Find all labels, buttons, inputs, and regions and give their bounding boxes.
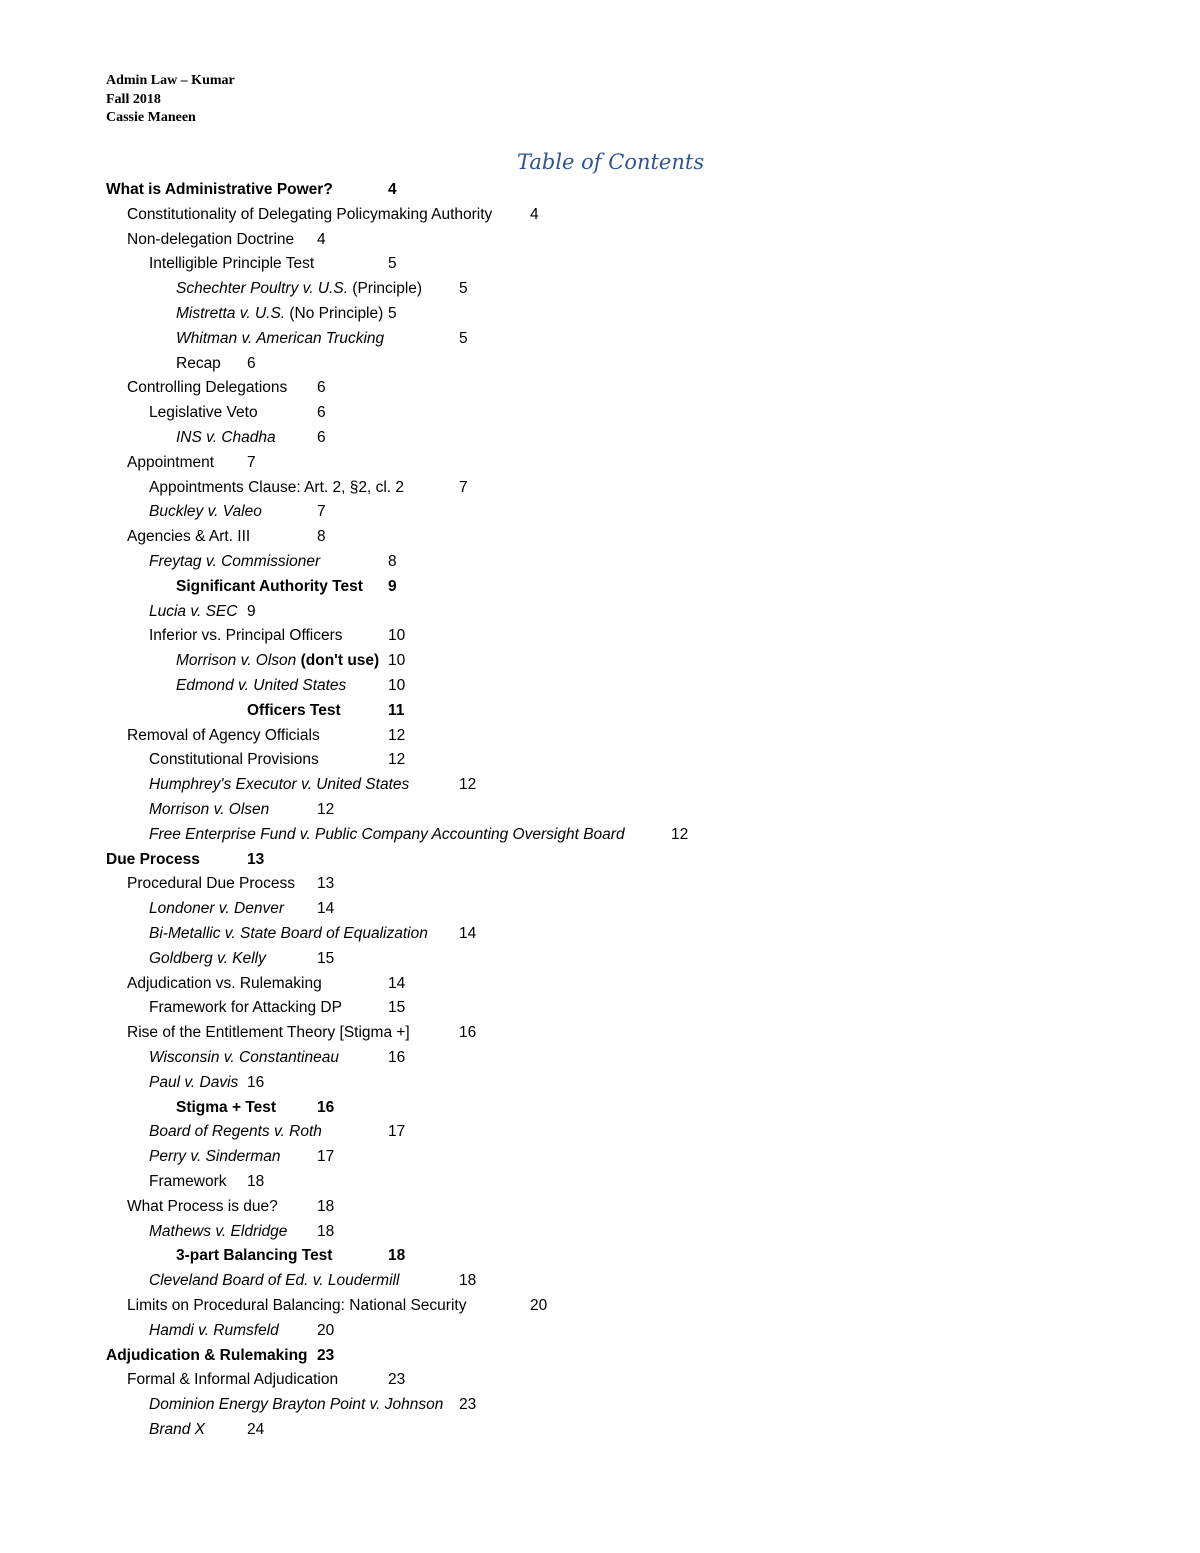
toc-page-number: 11 — [388, 701, 405, 719]
toc-entry-label: Formal & Informal Adjudication — [127, 1371, 339, 1389]
toc-entry[interactable] — [176, 649, 1200, 674]
toc-entry[interactable] — [127, 451, 1200, 476]
toc-entry-label: Recap — [176, 354, 221, 372]
toc-page-number: 15 — [388, 999, 406, 1017]
toc-page-number: 18 — [388, 1247, 406, 1265]
toc-entry-note: (No Principle) — [285, 305, 384, 322]
toc-page-number: 7 — [317, 503, 326, 521]
toc-entry-title — [149, 1046, 339, 1071]
toc-page-number: 14 — [388, 974, 406, 992]
toc-entry[interactable] — [149, 947, 1200, 972]
toc-entry-label: Non-delegation Doctrine — [127, 230, 295, 248]
toc-entry-title — [149, 252, 314, 277]
toc-entry-title — [149, 1071, 238, 1096]
toc-entry-label: 3-part Balancing Test — [176, 1247, 333, 1265]
toc-entry-label: Londoner v. Denver — [149, 900, 284, 918]
toc-entry-title — [149, 1393, 443, 1418]
toc-page-number: 5 — [388, 255, 397, 273]
toc-entry[interactable] — [149, 1071, 1200, 1096]
toc-entry[interactable] — [176, 277, 1200, 302]
toc-entry[interactable] — [149, 1319, 1200, 1344]
toc-page-number: 20 — [317, 1321, 335, 1339]
toc-entry-label: Inferior vs. Principal Officers — [149, 627, 343, 645]
toc-entry-title — [176, 352, 221, 377]
toc-entry-label: Intelligible Principle Test — [149, 255, 315, 273]
toc-page-number: 10 — [388, 652, 406, 670]
toc-page-number: 8 — [317, 528, 326, 546]
toc-entry-title — [127, 376, 287, 401]
toc-entry[interactable] — [149, 252, 1200, 277]
toc-entry[interactable] — [247, 699, 1200, 724]
toc-page-number: 4 — [388, 181, 397, 198]
toc-entry[interactable] — [149, 773, 1200, 798]
toc-entry-title — [149, 922, 428, 947]
toc-entry-label: Removal of Agency Officials — [127, 726, 320, 744]
toc-entry-title — [176, 327, 384, 352]
toc-entry-label: Mistretta v. U.S. — [176, 305, 286, 322]
toc-entry-label: Limits on Procedural Balancing: National Security — [127, 1297, 467, 1314]
toc-entry[interactable] — [149, 798, 1200, 823]
toc-entry-label: Due Process — [106, 850, 200, 868]
toc-page-number: 12 — [459, 776, 477, 794]
toc-entry-label: Adjudication & Rulemaking — [106, 1346, 308, 1364]
toc-entry[interactable] — [149, 996, 1200, 1021]
toc-entry-label: Stigma + Test — [176, 1098, 277, 1116]
toc-entry[interactable] — [106, 1344, 1200, 1369]
toc-entry-title — [176, 674, 346, 699]
toc-entry-title — [149, 823, 625, 848]
toc-entry[interactable] — [176, 1096, 1200, 1121]
toc-entry[interactable] — [127, 1368, 1200, 1393]
header-course: Admin Law – Kumar — [106, 73, 235, 88]
header-term: Fall 2018 — [106, 91, 161, 107]
toc-entry-title — [176, 1096, 276, 1121]
toc-entry[interactable] — [127, 525, 1200, 550]
toc-page-number: 5 — [388, 305, 397, 322]
toc-entry-title — [176, 277, 422, 302]
toc-entry-note: (don't use) — [296, 652, 380, 670]
toc-page-number: 16 — [388, 1049, 406, 1066]
toc-entry-label: Perry v. Sinderman — [149, 1148, 281, 1166]
toc-entry-title — [176, 426, 276, 451]
toc-entry-title — [149, 1319, 279, 1344]
toc-entry[interactable] — [149, 1170, 1200, 1195]
toc-entry-label: INS v. Chadha — [176, 429, 276, 446]
toc-page-number: 23 — [459, 1396, 477, 1414]
toc-entry[interactable] — [106, 178, 1200, 203]
toc-entry-title — [127, 724, 320, 749]
toc-entry-note: (Principle) — [348, 280, 423, 298]
toc-entry[interactable] — [176, 352, 1200, 377]
toc-page-number: 18 — [317, 1222, 335, 1240]
toc-page-number: 18 — [317, 1197, 335, 1215]
toc-page-number: 6 — [247, 354, 256, 372]
toc-page-number: 5 — [459, 329, 468, 347]
toc-entry-label: Schechter Poultry v. U.S. — [176, 280, 348, 298]
toc-entry[interactable] — [127, 376, 1200, 401]
toc-entry-title — [149, 798, 269, 823]
toc-entry-title — [149, 897, 284, 922]
toc-entry-label: Hamdi v. Rumsfeld — [149, 1321, 279, 1339]
toc-entry-title — [149, 1220, 287, 1245]
toc-entry[interactable] — [149, 500, 1200, 525]
toc-page-number: 12 — [388, 726, 406, 744]
toc-entry-title — [149, 476, 404, 501]
toc-entry-title — [149, 996, 342, 1021]
toc-entry-label: Appointments Clause: Art. 2, §2, cl. 2 — [149, 478, 405, 496]
toc-entry[interactable] — [127, 972, 1200, 997]
toc-entry-title — [127, 872, 295, 897]
toc-entry[interactable] — [149, 897, 1200, 922]
toc-entry-title — [176, 302, 383, 327]
toc-entry-label: Bi-Metallic v. State Board of Equalization — [149, 925, 428, 942]
toc-page-number: 4 — [317, 230, 326, 248]
toc-entry[interactable] — [149, 922, 1200, 947]
toc-entry[interactable] — [176, 426, 1200, 451]
toc-entry-label: Freytag v. Commissioner — [149, 553, 321, 570]
toc-entry-title — [149, 401, 258, 426]
toc-entry[interactable] — [127, 203, 1200, 228]
toc-page-number: 5 — [459, 280, 468, 298]
toc-entry-title — [176, 1244, 332, 1269]
toc-entry-title — [149, 1145, 281, 1170]
toc-page-number: 16 — [459, 1024, 477, 1042]
toc-page-number: 24 — [247, 1421, 265, 1438]
toc-entry[interactable] — [127, 724, 1200, 749]
toc-entry-title — [149, 748, 319, 773]
toc-entry-label: Board of Regents v. Roth — [149, 1123, 322, 1141]
toc-page-number: 18 — [247, 1173, 265, 1190]
toc-page-number: 4 — [530, 205, 539, 223]
toc-entry[interactable] — [149, 1220, 1200, 1245]
toc-entry[interactable] — [149, 1393, 1200, 1418]
toc-entry-label: Constitutional Provisions — [149, 751, 319, 769]
toc-entry-label: Officers Test — [247, 701, 341, 719]
toc-entry-label: Goldberg v. Kelly — [149, 949, 266, 967]
toc-page-number: 9 — [388, 577, 397, 595]
toc-entry[interactable] — [176, 575, 1200, 600]
toc-page-number: 13 — [247, 850, 265, 868]
toc-entry-label: Brand X — [149, 1421, 206, 1438]
toc-page-number: 9 — [247, 602, 256, 620]
toc-page-number: 12 — [388, 751, 406, 769]
toc-entry-label: Controlling Delegations — [127, 379, 288, 397]
toc-page-number: 16 — [247, 1073, 265, 1091]
toc-entry-title — [247, 699, 341, 724]
toc-entry-label: Significant Authority Test — [176, 577, 363, 595]
toc-page-number: 12 — [671, 825, 689, 843]
toc-entry-label: What Process is due? — [127, 1197, 278, 1215]
toc-entry-title — [176, 649, 379, 674]
toc-entry[interactable] — [149, 624, 1200, 649]
toc-entry-label: Morrison v. Olsen — [149, 801, 270, 818]
toc-entry[interactable] — [127, 228, 1200, 253]
toc-entry[interactable] — [149, 550, 1200, 575]
toc-entry[interactable] — [176, 1244, 1200, 1269]
toc-entry-title — [149, 624, 343, 649]
toc-page-number: 10 — [388, 627, 406, 645]
toc-entry[interactable] — [127, 1021, 1200, 1046]
toc-entry-label: Free Enterprise Fund v. Public Company Accounting Oversight Board — [149, 825, 625, 843]
toc-entry[interactable] — [176, 327, 1200, 352]
toc-entry[interactable] — [149, 1269, 1200, 1294]
toc-entry-title — [127, 451, 214, 476]
toc-entry-title — [127, 1294, 466, 1319]
toc-entry[interactable] — [149, 748, 1200, 773]
toc-page-number: 13 — [317, 875, 335, 893]
toc-entry-title — [127, 203, 492, 228]
toc-entry[interactable] — [149, 1120, 1200, 1145]
toc-page-number: 6 — [317, 429, 326, 446]
toc-entry-title — [127, 972, 322, 997]
toc-entry[interactable] — [149, 600, 1200, 625]
toc-entry[interactable] — [149, 476, 1200, 501]
toc-entry-label: Lucia v. SEC — [149, 602, 238, 620]
toc-entry-label: Constitutionality of Delegating Policymaking Authority — [127, 205, 493, 223]
toc-entry[interactable] — [149, 1145, 1200, 1170]
toc-entry-title — [127, 525, 250, 550]
toc-page-number: 10 — [388, 677, 406, 694]
toc-page-number: 23 — [388, 1371, 406, 1389]
toc-entry[interactable] — [149, 1046, 1200, 1071]
toc-entry-title — [127, 1368, 338, 1393]
toc-entry-title — [149, 500, 262, 525]
toc-entry-label: Rise of the Entitlement Theory [Stigma +] — [127, 1024, 410, 1042]
toc-entry-label: Cleveland Board of Ed. v. Loudermill — [149, 1272, 400, 1290]
toc-page-number: 23 — [317, 1346, 335, 1364]
toc-page-number: 6 — [317, 379, 326, 397]
toc-page-number: 20 — [530, 1297, 548, 1314]
toc-entry[interactable] — [106, 848, 1200, 873]
toc-entry-label: Procedural Due Process — [127, 875, 295, 893]
toc-entry-title — [106, 848, 200, 873]
toc-entry[interactable] — [127, 872, 1200, 897]
header-author: Cassie Maneen — [106, 110, 196, 125]
toc-entry-title — [149, 1269, 399, 1294]
toc-entry-label: Adjudication vs. Rulemaking — [127, 974, 322, 992]
toc-entry-label: Whitman v. American Trucking — [176, 329, 385, 347]
toc-entry-title — [149, 600, 237, 625]
toc-page-number: 17 — [388, 1123, 406, 1141]
document-header — [106, 72, 235, 128]
toc-page-number: 8 — [388, 553, 397, 570]
toc-entry-label: Wisconsin v. Constantineau — [149, 1049, 339, 1066]
toc-page-number: 6 — [317, 404, 326, 422]
toc-entry[interactable] — [149, 823, 1200, 848]
toc-entry-title — [127, 228, 294, 253]
toc-page-number: 7 — [459, 478, 468, 496]
toc-entry-title — [149, 1418, 205, 1443]
toc-entry-label: Dominion Energy Brayton Point v. Johnson — [149, 1396, 444, 1414]
toc-entry-label: What is Administrative Power? — [106, 181, 333, 198]
toc-entry-label: Edmond v. United States — [176, 677, 347, 694]
toc-entry-label: Humphrey's Executor v. United States — [149, 776, 410, 794]
toc-entry-title — [149, 773, 409, 798]
toc-entry-title — [149, 1170, 227, 1195]
toc-entry-label: Mathews v. Eldridge — [149, 1222, 288, 1240]
toc-entry-title — [176, 575, 363, 600]
toc-entry-label: Buckley v. Valeo — [149, 503, 262, 521]
toc-page-number: 18 — [459, 1272, 477, 1290]
toc-entry-label: Framework for Attacking DP — [149, 999, 342, 1017]
toc-entry[interactable] — [176, 302, 1200, 327]
toc-entry[interactable] — [176, 674, 1200, 699]
toc-entry-title — [127, 1195, 278, 1220]
toc-page-number: 17 — [317, 1148, 335, 1166]
toc-entry-label: Framework — [149, 1173, 227, 1190]
toc-entry-label: Paul v. Davis — [149, 1073, 239, 1091]
toc-entry[interactable] — [149, 401, 1200, 426]
toc-entry-label: Legislative Veto — [149, 404, 258, 422]
toc-entry[interactable] — [127, 1294, 1200, 1319]
toc-page-number: 7 — [247, 453, 256, 471]
toc-title: Table of Contents — [517, 150, 705, 174]
toc-entry-title — [127, 1021, 410, 1046]
toc-entry-title — [149, 947, 266, 972]
toc-entry[interactable] — [127, 1195, 1200, 1220]
toc-page-number: 14 — [317, 900, 335, 918]
toc-entry-label: Morrison v. Olson — [176, 652, 297, 670]
toc-entry-label: Appointment — [127, 453, 215, 471]
toc-page-number: 15 — [317, 949, 335, 967]
toc-entry-label: Agencies & Art. III — [127, 528, 251, 546]
toc-entry[interactable] — [149, 1418, 1200, 1443]
toc-entry-title — [149, 1120, 322, 1145]
toc-page-number: 12 — [317, 801, 335, 818]
toc-page-number: 16 — [317, 1098, 335, 1116]
toc-entry-title — [106, 1344, 308, 1369]
toc-entry-title — [149, 550, 320, 575]
toc-page-number: 14 — [459, 925, 477, 942]
toc-entry-title — [106, 178, 333, 203]
